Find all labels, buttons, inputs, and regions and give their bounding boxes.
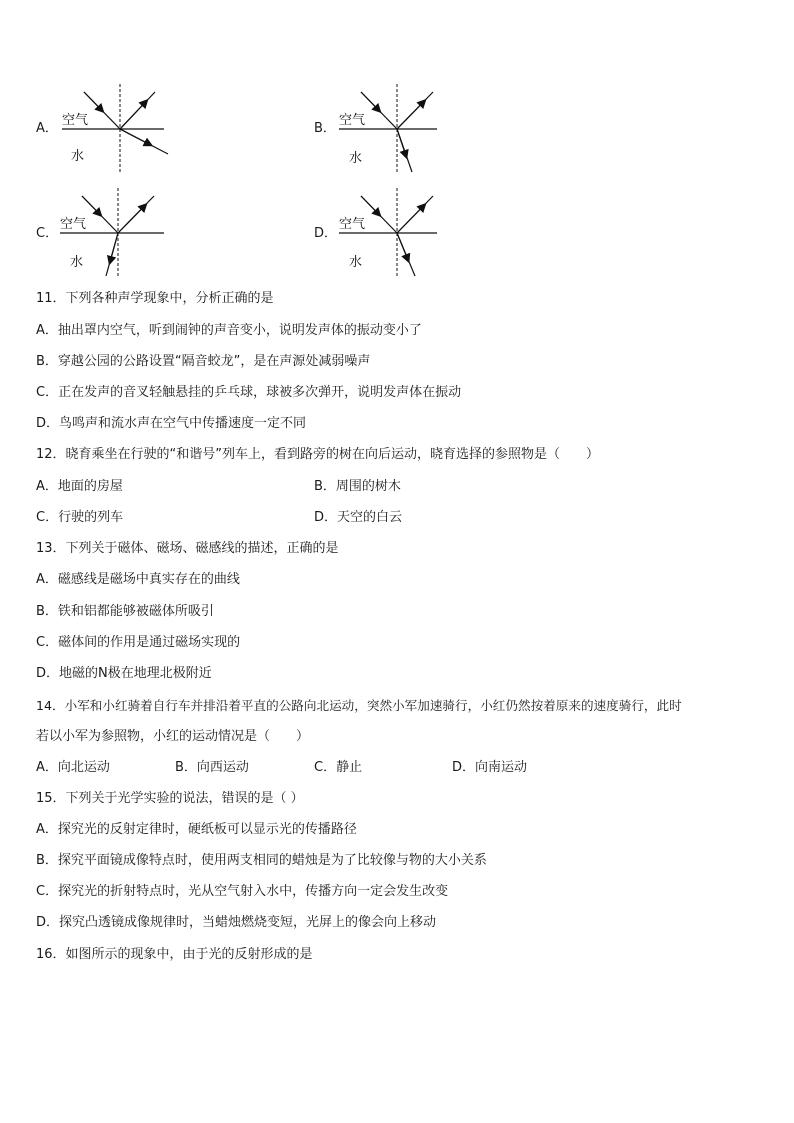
diagram-d [337, 186, 441, 278]
question-11-option-b: B．穿越公园的公路设置“隔音蛟龙”，是在声源处减弱噪声 [36, 354, 371, 369]
question-16-stem: 16．如图所示的现象中，由于光的反射形成的是 [36, 947, 313, 962]
question-12-option-d: D．天空的白云 [314, 510, 403, 525]
medium-label-air: 空气 [339, 217, 366, 232]
question-12-option-a: A．地面的房屋 [36, 479, 123, 494]
question-13-option-b: B．铁和铝都能够被磁体所吸引 [36, 604, 214, 619]
medium-label-air: 空气 [60, 217, 87, 232]
question-13-option-c: C．磁体间的作用是通过磁场实现的 [36, 635, 241, 650]
question-14-option-a: A．向北运动 [36, 760, 110, 775]
question-14-option-c: C．静止 [314, 760, 363, 775]
question-15-stem: 15．下列关于光学实验的说法，错误的是（ ） [36, 791, 304, 806]
question-13-option-a: A．磁感线是磁场中真实存在的曲线 [36, 572, 240, 587]
question-11-option-d: D．鸟鸣声和流水声在空气中传播速度一定不同 [36, 416, 307, 431]
medium-label-water: 水 [349, 151, 363, 166]
question-15-option-d: D．探究凸透镜成像规律时，当蜡烛燃烧变短，光屏上的像会向上移动 [36, 915, 437, 930]
option-label-c: C． [36, 226, 59, 241]
option-label-d: D． [314, 226, 338, 241]
diagram-b [337, 82, 441, 174]
question-12-option-c: C．行驶的列车 [36, 510, 124, 525]
medium-label-water: 水 [71, 149, 85, 164]
question-14-option-d: D．向南运动 [452, 760, 528, 775]
question-14-option-b: B．向西运动 [175, 760, 249, 775]
question-14-stem-line-1: 14．小军和小红骑着自行车并排沿着平直的公路向北运动，突然小军加速骑行，小红仍然按着原来的速度骑行，此时 [36, 698, 682, 713]
medium-label-air: 空气 [339, 113, 366, 128]
question-14-stem-line-2: 若以小军为参照物，小红的运动情况是（ ） [36, 729, 310, 744]
question-13-option-d: D．地磁的N极在地理北极附近 [36, 666, 212, 681]
question-12-option-b: B．周围的树木 [314, 479, 401, 494]
question-13-stem: 13．下列关于磁体、磁场、磁感线的描述，正确的是 [36, 541, 339, 556]
question-15-option-a: A．探究光的反射定律时，硬纸板可以显示光的传播路径 [36, 822, 357, 837]
medium-label-air: 空气 [62, 113, 89, 128]
question-15-option-c: C．探究光的折射特点时，光从空气射入水中，传播方向一定会发生改变 [36, 884, 449, 899]
question-15-option-b: B．探究平面镜成像特点时，使用两支相同的蜡烛是为了比较像与物的大小关系 [36, 853, 487, 868]
question-11-option-a: A．抽出罩内空气，听到闹钟的声音变小，说明发声体的振动变小了 [36, 323, 422, 338]
medium-label-water: 水 [349, 255, 363, 270]
diagram-a [58, 82, 170, 174]
option-label-a: A． [36, 121, 58, 136]
question-11-option-c: C．正在发声的音叉轻触悬挂的乒乓球，球被多次弹开，说明发声体在振动 [36, 385, 462, 400]
diagram-c [58, 186, 170, 278]
medium-label-water: 水 [70, 255, 84, 270]
option-label-b: B． [314, 121, 336, 136]
question-11-stem: 11．下列各种声学现象中，分析正确的是 [36, 291, 274, 306]
question-12-stem: 12．晓育乘坐在行驶的“和谐号”列车上，看到路旁的树在向后运动，晓育选择的参照物是（ ） [36, 447, 600, 462]
